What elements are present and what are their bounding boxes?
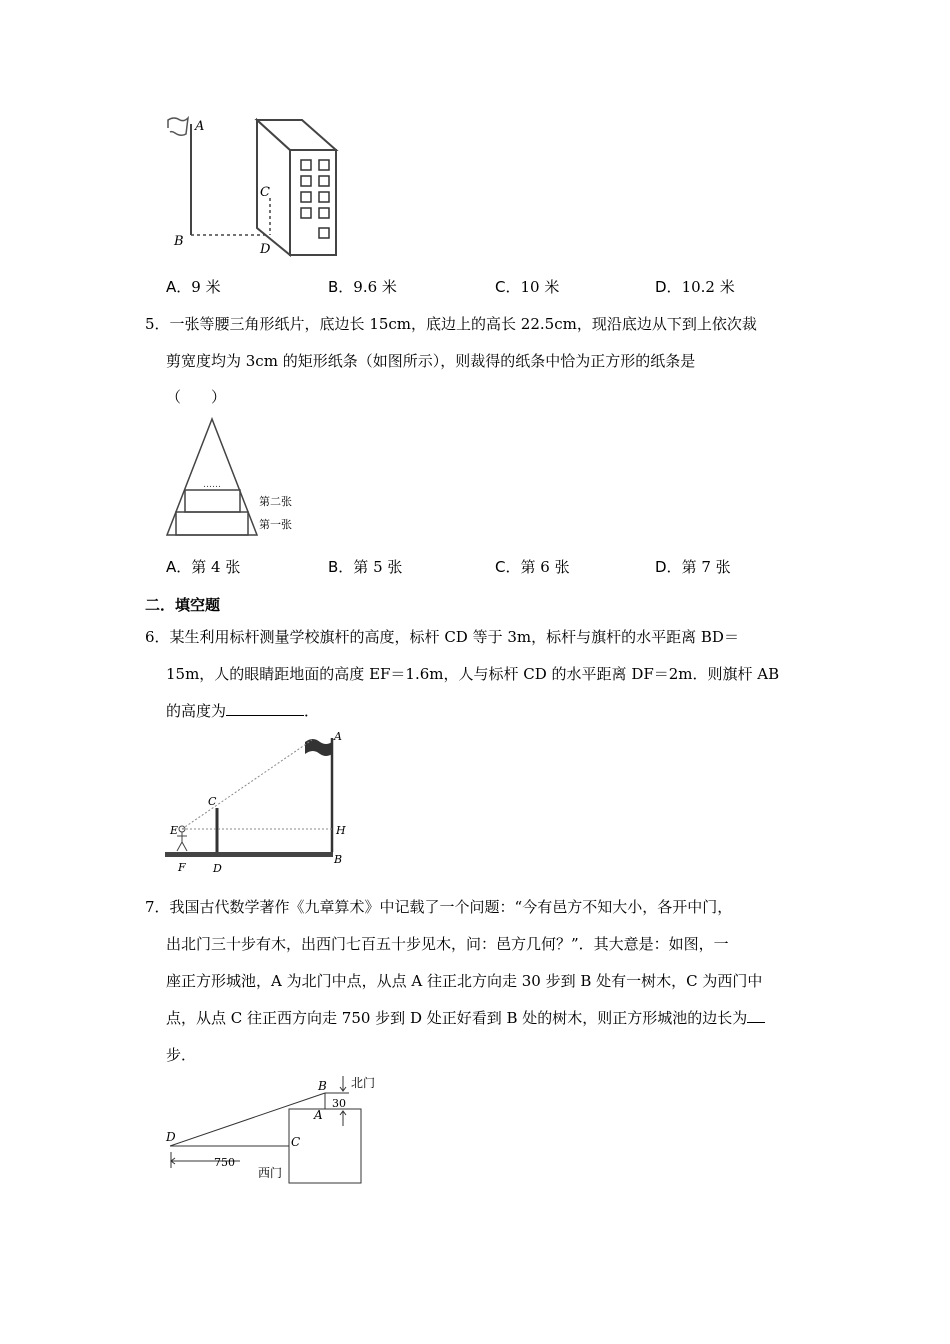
strip-2 xyxy=(185,490,240,512)
q7-label-d: D xyxy=(166,1130,176,1144)
q5-text-line2: 剪宽度均为 3cm 的矩形纸条（如图所示），则裁得的纸条中恰为正方形的纸条是 xyxy=(166,352,696,370)
q6-label-h: H xyxy=(336,824,346,837)
q7-label-c: C xyxy=(291,1135,301,1149)
isosceles-triangle xyxy=(167,419,257,535)
q6-text-line1: 6．某生利用标杆测量学校旗杆的高度，标杆 CD 等于 3m，标杆与旗杆的水平距离 BD＝ xyxy=(145,628,739,646)
person-icon xyxy=(177,826,187,851)
q4-label-b: B xyxy=(174,234,184,249)
q5-text-line3: （ ） xyxy=(166,388,227,406)
q6-label-f: F xyxy=(178,861,186,874)
q7-text-line4: 点，从点 C 往正西方向走 750 步到 D 处正好看到 B 处的树木，则正方形城池的边长为 xyxy=(166,1008,765,1028)
q6-label-a: A xyxy=(334,730,342,743)
q4-label-a: A xyxy=(195,119,205,134)
q7-north-gate: 北门 xyxy=(351,1076,376,1090)
q6-label-e: E xyxy=(170,824,179,837)
q6-label-b: B xyxy=(334,853,343,866)
q7-text-line1: 7．我国古代数学著作《九章算术》中记载了一个问题：“今有邑方不知大小，各开中门， xyxy=(145,898,733,916)
q7-text-line5: 步． xyxy=(166,1046,197,1064)
q6-text-line3: 的高度为 ． xyxy=(166,702,320,720)
q7-dim-750: 750 xyxy=(214,1156,235,1169)
q7-answer-blank[interactable] xyxy=(747,1008,765,1023)
q4-option-a[interactable]: A．9 米 xyxy=(166,278,221,296)
flag-icon xyxy=(168,118,188,135)
q7-label-b: B xyxy=(318,1079,327,1093)
q5-dots: …… xyxy=(203,480,221,490)
q5-option-c[interactable]: C．第 6 张 xyxy=(495,558,570,576)
q6-figure xyxy=(160,728,360,878)
q7-west-gate: 西门 xyxy=(258,1166,283,1180)
q6-answer-blank[interactable] xyxy=(226,701,304,716)
q5-text-line1: 5．一张等腰三角形纸片，底边长 15cm，底边上的高长 22.5cm，现沿底边从下到上依次裁 xyxy=(145,315,757,333)
q5-option-d[interactable]: D．第 7 张 xyxy=(655,558,731,576)
q6-label-d: D xyxy=(213,862,222,875)
q7-label-a: A xyxy=(314,1108,323,1122)
q5-option-a[interactable]: A．第 4 张 xyxy=(166,558,241,576)
strip-1 xyxy=(176,512,248,535)
q4-option-b[interactable]: B．9.6 米 xyxy=(328,278,397,296)
q7-text-line2: 出北门三十步有木，出西门七百五十步见木，问：邑方几何？”．其大意是：如图，一 xyxy=(166,935,729,953)
sight-line xyxy=(182,740,312,829)
q5-strip2-label: 第二张 xyxy=(259,495,292,508)
ground-bar xyxy=(165,852,333,857)
q6-flag-icon xyxy=(305,739,332,756)
q6-label-c: C xyxy=(208,795,217,808)
q4-label-d: D xyxy=(260,242,271,257)
section-title-fill-in: 二．填空题 xyxy=(145,596,221,614)
q4-figure xyxy=(160,110,360,260)
line-db xyxy=(170,1093,325,1146)
q4-option-c[interactable]: C．10 米 xyxy=(495,278,560,296)
q7-dim-30: 30 xyxy=(332,1097,346,1110)
q4-label-c: C xyxy=(260,185,270,200)
q6-text-line2: 15m，人的眼睛距地面的高度 EF＝1.6m，人与标杆 CD 的水平距离 DF＝2m．则旗杆 AB xyxy=(166,665,780,683)
q5-figure xyxy=(160,413,310,543)
q5-strip1-label: 第一张 xyxy=(259,518,292,531)
q7-text-line3: 座正方形城池，A 为北门中点，从点 A 往正北方向走 30 步到 B 处有一树木，C 为西门中 xyxy=(166,972,763,990)
q7-figure xyxy=(160,1070,390,1190)
q5-option-b[interactable]: B．第 5 张 xyxy=(328,558,403,576)
q4-option-d[interactable]: D．10.2 米 xyxy=(655,278,735,296)
